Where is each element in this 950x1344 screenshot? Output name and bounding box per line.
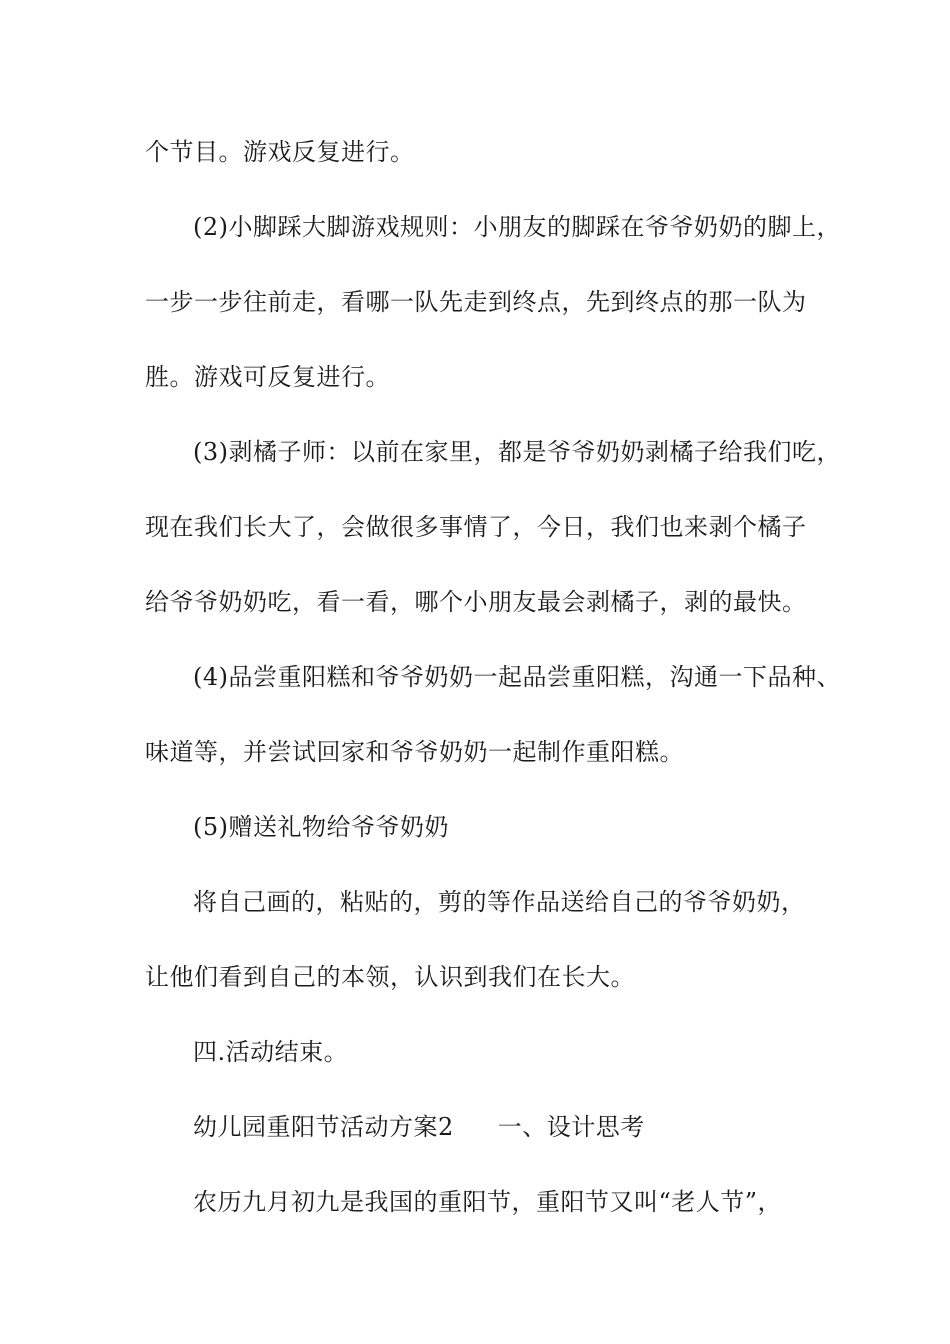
text-line: 现在我们长大了，会做很多事情了，今日，我们也来剥个橘子 — [145, 513, 807, 541]
text-line: 胜。游戏可反复进行。 — [145, 363, 390, 391]
text-line: 给爷爷奶奶吃，看一看，哪个小朋友最会剥橘子，剥的最快。 — [145, 588, 807, 616]
subsection-heading: 一、设计思考 — [497, 1113, 645, 1141]
text-line: 味道等，并尝试回家和爷爷奶奶一起制作重阳糕。 — [145, 738, 684, 766]
text-line: 个节目。游戏反复进行。 — [145, 138, 415, 166]
text-line: 让他们看到自己的本领，认识到我们在长大。 — [145, 963, 635, 991]
text-line: 将自己画的，粘贴的，剪的等作品送给自己的爷爷奶奶， — [193, 888, 806, 916]
text-line: (5)赠送礼物给爷爷奶奶 — [193, 813, 449, 841]
text-line: 一步一步往前走，看哪一队先走到终点，先到终点的那一队为 — [145, 288, 807, 316]
plan-title: 幼儿园重阳节活动方案2 — [193, 1113, 454, 1141]
section-heading: 四.活动结束。 — [193, 1038, 349, 1066]
plan-title-line — [193, 1111, 645, 1143]
text-line: (3)剥橘子师：以前在家里，都是爷爷奶奶剥橘子给我们吃， — [193, 438, 841, 466]
text-line: 农历九月初九是我国的重阳节，重阳节又叫“老人节”， — [193, 1188, 783, 1216]
text-line: (2)小脚踩大脚游戏规则：小朋友的脚踩在爷爷奶奶的脚上， — [193, 213, 841, 241]
text-line: (4)品尝重阳糕和爷爷奶奶一起品尝重阳糕，沟通一下品种、 — [193, 663, 841, 691]
